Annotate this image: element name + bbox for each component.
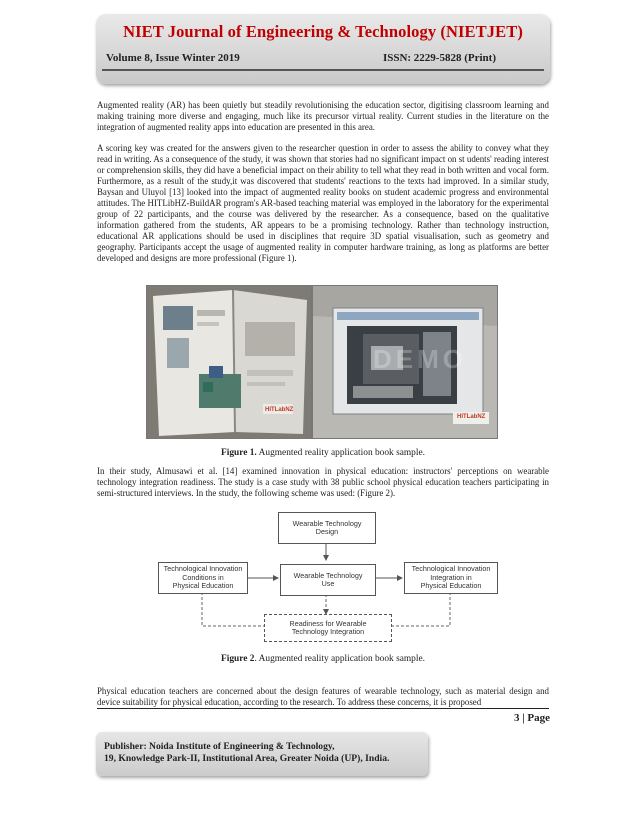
publisher-name: Publisher: Noida Institute of Engineering & Technology, — [104, 741, 335, 752]
ar-book-photo — [147, 286, 311, 438]
figure2-diagram — [140, 508, 512, 648]
figure1-caption — [97, 448, 549, 458]
publisher-address: 19, Knowledge Park-II, Institutional Area, Greater Noida (UP), India. — [104, 753, 390, 764]
volume-issue: Volume 8, Issue Winter 2019 — [106, 52, 240, 64]
page-number: 3 | Page — [513, 712, 550, 724]
journal-header — [96, 14, 550, 84]
footer-divider — [97, 708, 549, 709]
figure1-label: Figure 1. — [221, 448, 257, 458]
figure2-caption — [97, 654, 549, 664]
figure2-caption-text: . Augmented reality application book sample. — [254, 654, 425, 664]
figure2-label: Figure 2 — [221, 654, 255, 664]
paragraph-physical-ed: Physical education teachers are concerned about the design features of wearable technology, such as material design and device suitability for physical education, according to the research. To address these concerns, it is proposed — [97, 686, 549, 707]
box-readiness: Readiness for Wearable Technology Integration — [264, 614, 392, 642]
journal-title: NIET Journal of Engineering & Technology (NIETJET) — [123, 22, 523, 41]
demo-watermark: DEMO — [373, 344, 467, 374]
paragraph-study: A scoring key was created for the answers given to the researcher question in order to assess the ability to convey what they read in writing. As a consequence of the study, it was shown that stories had no significant impact on st udents' reading interest or comprehension skills, they did have a beneficial impact on their ability to tell what they read in both written and vocal form. Furthermore, as a result of the study,it was discovered that students' reactions to the texts had improved. In a similar study, Baysan and Uluyol [13] looked into the impact of augmented reality books on student academic progress and environmental attitudes. The HITLibHZ-BuildAR program's AR-based teaching material was employed in the laboratory for the experimental group of 22 participants, and the course was delivered by the researcher. As a consequence, based on the qualitative information gathered from the students, AR appears to be a promising technology. Rather than technology instruction, educational AR applications should be used in disciplines that require 3D spatial visualisation, such as geometry and geography. Participants accept the usage of augmented reality in computer hardware training, as long as platforms are better developed and designs are more professional (Figure 1). — [97, 143, 549, 263]
figure1-photo-right — [312, 285, 498, 439]
paragraph-almusawi: In their study, Almusawi et al. [14] examined innovation in physical education: instructors' perceptions on wearable technology integration readiness. The study is a case study with 38 public school physical education teachers participating in semi-structured interviews. In the study, the following scheme was used: (Figure 2). — [97, 466, 549, 498]
issn-number: ISSN: 2229-5828 (Print) — [382, 52, 496, 64]
header-divider — [102, 69, 544, 71]
figure1-photo-left — [146, 285, 312, 439]
box-wearable-use: Wearable Technology Use — [280, 564, 376, 596]
paragraph-intro: Augmented reality (AR) has been quietly but steadily revolutionising the education sector, digitising classroom learning and making training more diverse and engaging, much like its precursor virtual reality. Current studies in the literature on the integration of augmented reality apps into education are presented in this area. — [97, 100, 549, 132]
hitlab-logo-left: HITLabNZ — [265, 407, 294, 413]
box-innovation-conditions: Technological Innovation Conditions in Physical Education — [158, 562, 248, 594]
publisher-box — [96, 732, 428, 776]
hitlab-logo-right: HITLabNZ — [457, 414, 486, 420]
box-innovation-integration: Technological Innovation Integration in Physical Education — [404, 562, 498, 594]
figure1-caption-text: Augmented reality application book sample. — [256, 448, 425, 458]
box-wearable-design: Wearable Technology Design — [278, 512, 376, 544]
